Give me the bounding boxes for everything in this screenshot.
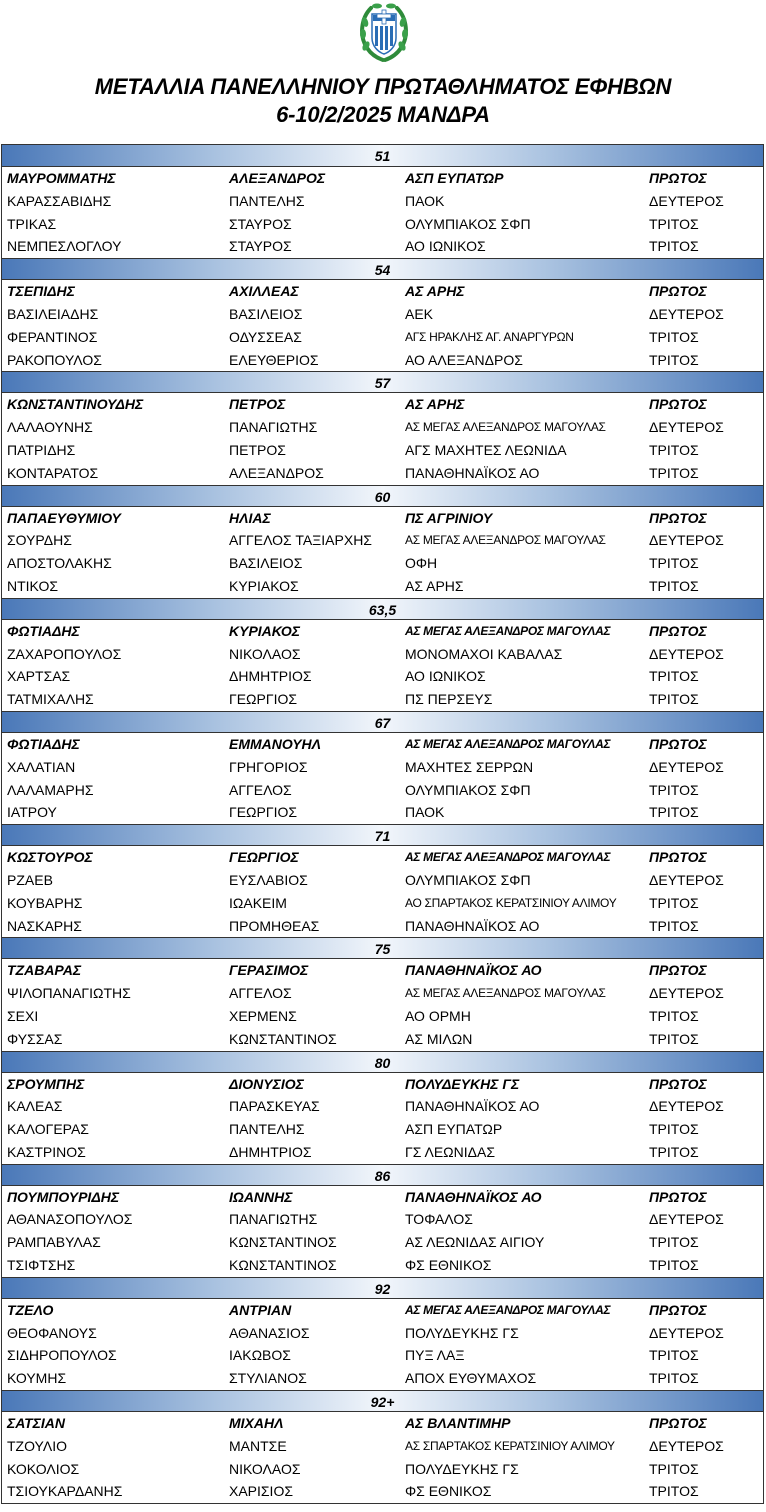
athlete-first-name: ΠΑΝΑΓΙΩΤΗΣ xyxy=(229,419,318,436)
athlete-first-name: ΔΗΜΗΤΡΙΟΣ xyxy=(229,1143,312,1160)
medal-place: ΠΡΩΤΟΣ xyxy=(649,849,707,866)
athlete-surname: ΑΠΟΣΤΟΛΑΚΗΣ xyxy=(7,555,112,572)
athlete-first-name: ΕΛΕΥΘΕΡΙΟΣ xyxy=(229,351,319,368)
athlete-surname: ΒΑΣΙΛΕΙΑΔΗΣ xyxy=(7,305,99,322)
weight-category-header: 92+ xyxy=(2,1390,763,1412)
medal-place: ΤΡΙΤΟΣ xyxy=(649,917,699,934)
athlete-club: ΑΟ ΟΡΜΗ xyxy=(405,1007,471,1024)
table-row xyxy=(2,892,763,915)
athlete-surname: ΧΑΡΤΣΑΣ xyxy=(7,668,71,685)
page-header xyxy=(0,0,766,144)
athlete-surname: ΚΟΥΒΑΡΗΣ xyxy=(7,894,83,911)
table-row xyxy=(2,1254,763,1277)
athlete-first-name: ΚΥΡΙΑΚΟΣ xyxy=(229,577,299,594)
athlete-club: ΑΓΣ ΗΡΑΚΛΗΣ ΑΓ. ΑΝΑΡΓΥΡΩΝ xyxy=(405,329,574,344)
athlete-first-name: ΗΛΙΑΣ xyxy=(229,509,271,526)
athlete-first-name: ΟΔΥΣΣΕΑΣ xyxy=(229,328,302,345)
athlete-first-name: ΓΕΩΡΓΙΟΣ xyxy=(229,849,299,866)
athlete-club: ΜΟΝΟΜΑΧΟΙ ΚΑΒΑΛΑΣ xyxy=(405,645,563,662)
athlete-club: ΟΛΥΜΠΙΑΚΟΣ ΣΦΠ xyxy=(405,215,531,232)
athlete-club: ΠΑΝΑΘΗΝΑΪΚΟΣ ΑΟ xyxy=(405,464,540,481)
athlete-club: ΠΟΛΥΔΕΥΚΗΣ ΓΣ xyxy=(405,1075,520,1092)
medal-place: ΤΡΙΤΟΣ xyxy=(649,215,699,232)
athlete-surname: ΤΣΙΟΥΚΑΡΔΑΝΗΣ xyxy=(7,1483,123,1500)
athlete-surname: ΦΩΤΙΑΔΗΣ xyxy=(7,735,80,752)
table-row xyxy=(2,733,763,756)
table-row xyxy=(2,688,763,711)
athlete-first-name: ΜΑΝΤΣΕ xyxy=(229,1437,287,1454)
athlete-club: ΠΥΞ ΛΑΞ xyxy=(405,1347,465,1364)
athlete-first-name: ΝΙΚΟΛΑΟΣ xyxy=(229,645,301,662)
medal-table xyxy=(1,144,764,1504)
athlete-club: ΠΟΛΥΔΕΥΚΗΣ ΓΣ xyxy=(405,1460,519,1477)
athlete-surname: ΝΑΣΚΑΡΗΣ xyxy=(7,917,82,934)
athlete-club: ΠΟΛΥΔΕΥΚΗΣ ΓΣ xyxy=(405,1324,519,1341)
athlete-surname: ΡΑΚΟΠΟΥΛΟΣ xyxy=(7,351,102,368)
athlete-club: ΑΣ ΜΕΓΑΣ ΑΛΕΞΑΝΔΡΟΣ ΜΑΓΟΥΛΑΣ xyxy=(405,850,611,865)
athlete-surname: ΛΑΛΑΟΥΝΗΣ xyxy=(7,419,93,436)
athlete-surname: ΑΘΑΝΑΣΟΠΟΥΛΟΣ xyxy=(7,1211,133,1228)
athlete-club: ΠΣ ΠΕΡΣΕΥΣ xyxy=(405,691,493,708)
medal-place: ΤΡΙΤΟΣ xyxy=(649,1143,699,1160)
table-row xyxy=(2,213,763,236)
athlete-first-name: ΙΩΑΝΝΗΣ xyxy=(229,1188,293,1205)
athlete-club: ΠΑΟΚ xyxy=(405,804,445,821)
table-row xyxy=(2,779,763,802)
medal-place: ΠΡΩΤΟΣ xyxy=(649,283,707,300)
medal-place: ΤΡΙΤΟΣ xyxy=(649,781,699,798)
athlete-surname: ΨΙΛΟΠΑΝΑΓΙΩΤΗΣ xyxy=(7,985,131,1002)
athlete-club: ΑΟ ΣΠΑΡΤΑΚΟΣ ΚΕΡΑΤΣΙΝΙΟΥ ΑΛΙΜΟΥ xyxy=(405,895,617,910)
weight-category-header: 80 xyxy=(2,1051,763,1073)
athlete-first-name: ΚΩΝΣΤΑΝΤΙΝΟΣ xyxy=(229,1234,337,1251)
athlete-surname: ΚΩΣΤΟΥΡΟΣ xyxy=(7,849,93,866)
athlete-surname: ΣΑΤΣΙΑΝ xyxy=(7,1415,66,1432)
medal-place: ΤΡΙΤΟΣ xyxy=(649,441,699,458)
table-row xyxy=(2,959,763,982)
page-title: ΜΕΤΑΛΛΙΑ ΠΑΝΕΛΛΗΝΙΟΥ ΠΡΩΤΑΘΛΗΜΑΤΟΣ ΕΦΗΒΩΝ xyxy=(94,74,672,99)
weight-category-header: 71 xyxy=(2,824,763,846)
medal-place: ΤΡΙΤΟΣ xyxy=(649,1460,699,1477)
athlete-first-name: ΓΡΗΓΟΡΙΟΣ xyxy=(229,758,308,775)
athlete-club: ΓΣ ΛΕΩΝΙΔΑΣ xyxy=(405,1143,495,1160)
athlete-first-name: ΧΑΡΙΣΙΟΣ xyxy=(229,1483,293,1500)
athlete-surname: ΠΑΠΑΕΥΘΥΜΙΟΥ xyxy=(7,509,121,526)
weight-category-header: 92 xyxy=(2,1277,763,1299)
athlete-first-name: ΑΛΕΞΑΝΔΡΟΣ xyxy=(229,464,324,481)
athlete-surname: ΚΩΝΣΤΑΝΤΙΝΟΥΔΗΣ xyxy=(7,396,144,413)
medal-place: ΔΕΥΤΕΡΟΣ xyxy=(649,1211,724,1228)
athlete-surname: ΠΑΤΡΙΔΗΣ xyxy=(7,441,76,458)
athlete-surname: ΤΖΕΛΟ xyxy=(7,1301,54,1318)
table-row xyxy=(2,756,763,779)
medal-place: ΤΡΙΤΟΣ xyxy=(649,328,699,345)
athlete-club: ΑΣΠ ΕΥΠΑΤΩΡ xyxy=(405,170,504,186)
table-row xyxy=(2,462,763,485)
table-row xyxy=(2,393,763,416)
athlete-surname: ΦΕΡΑΝΤΙΝΟΣ xyxy=(7,328,98,345)
medal-place: ΔΕΥΤΕΡΟΣ xyxy=(649,1098,724,1115)
table-row xyxy=(2,529,763,552)
medal-place: ΤΡΙΤΟΣ xyxy=(649,1030,699,1047)
athlete-first-name: ΓΕΡΑΣΙΜΟΣ xyxy=(229,962,309,979)
medal-place: ΔΕΥΤΕΡΟΣ xyxy=(649,645,724,662)
athlete-first-name: ΚΥΡΙΑΚΟΣ xyxy=(229,622,301,639)
athlete-surname: ΚΑΡΑΣΣΑΒΙΔΗΣ xyxy=(7,192,112,209)
table-row xyxy=(2,1186,763,1209)
athlete-surname: ΦΥΣΣΑΣ xyxy=(7,1030,63,1047)
athlete-club: ΟΛΥΜΠΙΑΚΟΣ ΣΦΠ xyxy=(405,871,531,888)
medal-place: ΤΡΙΤΟΣ xyxy=(649,351,699,368)
athlete-club: ΑΕΚ xyxy=(405,305,434,322)
medal-place: ΤΡΙΤΟΣ xyxy=(649,1370,699,1387)
athlete-first-name: ΝΙΚΟΛΑΟΣ xyxy=(229,1460,301,1477)
medal-place: ΤΡΙΤΟΣ xyxy=(649,238,699,255)
athlete-first-name: ΑΓΓΕΛΟΣ xyxy=(229,781,292,798)
table-row xyxy=(2,1005,763,1028)
athlete-club: ΟΦΗ xyxy=(405,555,438,572)
athlete-first-name: ΙΩΑΚΕΙΜ xyxy=(229,894,287,911)
athlete-surname: ΙΑΤΡΟΥ xyxy=(7,804,57,821)
table-row xyxy=(2,982,763,1005)
medal-place: ΤΡΙΤΟΣ xyxy=(649,1234,699,1251)
athlete-surname: ΤΣΙΦΤΣΗΣ xyxy=(7,1257,76,1274)
athlete-surname: ΤΑΤΜΙΧΑΛΗΣ xyxy=(7,691,94,708)
athlete-first-name: ΚΩΝΣΤΑΝΤΙΝΟΣ xyxy=(229,1257,337,1274)
athlete-surname: ΛΑΛΑΜΑΡΗΣ xyxy=(7,781,94,798)
medal-place: ΔΕΥΤΕΡΟΣ xyxy=(649,985,724,1002)
table-row xyxy=(2,1322,763,1345)
table-row xyxy=(2,620,763,643)
medal-place: ΠΡΩΤΟΣ xyxy=(649,170,707,186)
medal-place: ΠΡΩΤΟΣ xyxy=(649,1075,707,1092)
federation-crest-icon xyxy=(357,2,411,64)
athlete-club: ΠΑΝΑΘΗΝΑΪΚΟΣ ΑΟ xyxy=(405,917,540,934)
athlete-club: ΑΣ ΜΕΓΑΣ ΑΛΕΞΑΝΔΡΟΣ ΜΑΓΟΥΛΑΣ xyxy=(405,1302,611,1317)
athlete-first-name: ΒΑΣΙΛΕΙΟΣ xyxy=(229,305,303,322)
table-row xyxy=(2,869,763,892)
table-row xyxy=(2,280,763,303)
medal-place: ΔΕΥΤΕΡΟΣ xyxy=(649,305,724,322)
medal-place: ΠΡΩΤΟΣ xyxy=(649,1188,707,1205)
medal-place: ΠΡΩΤΟΣ xyxy=(649,1415,707,1432)
athlete-first-name: ΠΡΟΜΗΘΕΑΣ xyxy=(229,917,320,934)
medal-place: ΤΡΙΤΟΣ xyxy=(649,1347,699,1364)
athlete-surname: ΚΟΥΜΗΣ xyxy=(7,1370,67,1387)
athlete-first-name: ΑΛΕΞΑΝΔΡΟΣ xyxy=(229,170,326,186)
medal-place: ΤΡΙΤΟΣ xyxy=(649,1007,699,1024)
athlete-surname: ΣΟΥΡΔΗΣ xyxy=(7,532,72,549)
medal-place: ΠΡΩΤΟΣ xyxy=(649,509,707,526)
medal-place: ΤΡΙΤΟΣ xyxy=(649,804,699,821)
athlete-club: ΑΣΠ ΕΥΠΑΤΩΡ xyxy=(405,1121,503,1138)
medal-place: ΔΕΥΤΕΡΟΣ xyxy=(649,192,724,209)
athlete-club: ΑΣ ΜΕΓΑΣ ΑΛΕΞΑΝΔΡΟΣ ΜΑΓΟΥΛΑΣ xyxy=(405,736,611,751)
table-row xyxy=(2,1299,763,1322)
table-row xyxy=(2,326,763,349)
athlete-first-name: ΑΝΤΡΙΑΝ xyxy=(229,1301,292,1318)
table-row xyxy=(2,349,763,372)
athlete-club: ΑΣ ΜΕΓΑΣ ΑΛΕΞΑΝΔΡΟΣ ΜΑΓΟΥΛΑΣ xyxy=(405,986,606,1001)
table-row xyxy=(2,1073,763,1096)
table-row xyxy=(2,665,763,688)
weight-category-header: 57 xyxy=(2,371,763,393)
medal-place: ΔΕΥΤΕΡΟΣ xyxy=(649,532,724,549)
table-row xyxy=(2,303,763,326)
table-row xyxy=(2,1480,763,1503)
athlete-club: ΑΣ ΜΙΛΩΝ xyxy=(405,1030,473,1047)
athlete-club: ΟΛΥΜΠΙΑΚΟΣ ΣΦΠ xyxy=(405,781,531,798)
athlete-surname: ΚΑΛΕΑΣ xyxy=(7,1098,63,1115)
athlete-surname: ΦΩΤΙΑΔΗΣ xyxy=(7,622,80,639)
table-row xyxy=(2,1367,763,1390)
athlete-surname: ΚΟΝΤΑΡΑΤΟΣ xyxy=(7,464,99,481)
athlete-surname: ΜΑΥΡΟΜΜΑΤΗΣ xyxy=(7,170,116,186)
medal-place: ΠΡΩΤΟΣ xyxy=(649,962,707,979)
athlete-surname: ΡΑΜΠΑΒΥΛΑΣ xyxy=(7,1234,101,1251)
table-row xyxy=(2,235,763,258)
medal-place: ΠΡΩΤΟΣ xyxy=(649,622,707,639)
weight-category-header: 63,5 xyxy=(2,598,763,620)
table-row xyxy=(2,1028,763,1051)
table-row xyxy=(2,846,763,869)
athlete-first-name: ΑΓΓΕΛΟΣ xyxy=(229,985,292,1002)
table-row xyxy=(2,552,763,575)
athlete-club: ΑΓΣ ΜΑΧΗΤΕΣ ΛΕΩΝΙΔΑ xyxy=(405,441,567,458)
athlete-club: ΑΣ ΑΡΗΣ xyxy=(405,396,465,413)
table-row xyxy=(2,1141,763,1164)
medal-place: ΤΡΙΤΟΣ xyxy=(649,1483,699,1500)
athlete-surname: ΠΟΥΜΠΟΥΡΙΔΗΣ xyxy=(7,1188,120,1205)
medal-place: ΔΕΥΤΕΡΟΣ xyxy=(649,1437,724,1454)
medal-place: ΔΕΥΤΕΡΟΣ xyxy=(649,1324,724,1341)
table-row xyxy=(2,416,763,439)
weight-category-header: 75 xyxy=(2,937,763,959)
table-row xyxy=(2,1435,763,1458)
athlete-first-name: ΑΧΙΛΛΕΑΣ xyxy=(229,283,299,300)
table-row xyxy=(2,1208,763,1231)
athlete-club: ΑΣ ΒΛΑΝΤΙΜΗΡ xyxy=(405,1415,511,1432)
medal-place: ΠΡΩΤΟΣ xyxy=(649,396,707,413)
athlete-club: ΤΟΦΑΛΟΣ xyxy=(405,1211,473,1228)
athlete-first-name: ΠΑΡΑΣΚΕΥΑΣ xyxy=(229,1098,320,1115)
athlete-club: ΑΟ ΙΩΝΙΚΟΣ xyxy=(405,238,486,255)
medal-place: ΤΡΙΤΟΣ xyxy=(649,668,699,685)
athlete-surname: ΤΖΑΒΑΡΑΣ xyxy=(7,962,82,979)
athlete-surname: ΣΕΧΙ xyxy=(7,1007,39,1024)
athlete-club: ΑΟ ΑΛΕΞΑΝΔΡΟΣ xyxy=(405,351,523,368)
athlete-first-name: ΠΕΤΡΟΣ xyxy=(229,396,286,413)
medal-place: ΤΡΙΤΟΣ xyxy=(649,691,699,708)
table-row xyxy=(2,1095,763,1118)
athlete-first-name: ΑΓΓΕΛΟΣ ΤΑΞΙΑΡΧΗΣ xyxy=(229,532,372,549)
athlete-first-name: ΑΘΑΝΑΣΙΟΣ xyxy=(229,1324,310,1341)
athlete-club: ΑΠΟΧ ΕΥΘΥΜΑΧΟΣ xyxy=(405,1370,537,1387)
athlete-surname: ΤΖΟΥΛΙΟ xyxy=(7,1437,67,1454)
athlete-surname: ΚΑΣΤΡΙΝΟΣ xyxy=(7,1143,86,1160)
page-subtitle: 6-10/2/2025 ΜΑΝΔΡΑ xyxy=(276,102,490,127)
weight-category-header: 67 xyxy=(2,711,763,733)
athlete-club: ΦΣ ΕΘΝΙΚΟΣ xyxy=(405,1483,492,1500)
table-row xyxy=(2,1458,763,1481)
athlete-surname: ΝΕΜΠΕΣΛΟΓΛΟΥ xyxy=(7,238,122,255)
athlete-surname: ΚΟΚΟΛΙΟΣ xyxy=(7,1460,80,1477)
athlete-first-name: ΣΤΥΛΙΑΝΟΣ xyxy=(229,1370,307,1387)
athlete-first-name: ΕΜΜΑΝΟΥΗΛ xyxy=(229,735,321,752)
athlete-first-name: ΜΙΧΑΗΛ xyxy=(229,1415,284,1432)
athlete-surname: ΖΑΧΑΡΟΠΟΥΛΟΣ xyxy=(7,645,122,662)
athlete-first-name: ΠΕΤΡΟΣ xyxy=(229,441,286,458)
table-row xyxy=(2,915,763,938)
medal-place: ΤΡΙΤΟΣ xyxy=(649,464,699,481)
athlete-club: ΠΑΝΑΘΗΝΑΪΚΟΣ ΑΟ xyxy=(405,962,542,979)
athlete-first-name: ΣΤΑΥΡΟΣ xyxy=(229,215,292,232)
athlete-club: ΜΑΧΗΤΕΣ ΣΕΡΡΩΝ xyxy=(405,758,534,775)
athlete-club: ΠΑΟΚ xyxy=(405,192,445,209)
table-row xyxy=(2,1412,763,1435)
table-row xyxy=(2,575,763,598)
athlete-surname: ΝΤΙΚΟΣ xyxy=(7,577,59,594)
athlete-club: ΠΑΝΑΘΗΝΑΪΚΟΣ ΑΟ xyxy=(405,1188,542,1205)
athlete-first-name: ΠΑΝΤΕΛΗΣ xyxy=(229,1121,305,1138)
medal-place: ΤΡΙΤΟΣ xyxy=(649,894,699,911)
athlete-club: ΦΣ ΕΘΝΙΚΟΣ xyxy=(405,1257,492,1274)
athlete-first-name: ΠΑΝΤΕΛΗΣ xyxy=(229,192,305,209)
medal-place: ΔΕΥΤΕΡΟΣ xyxy=(649,871,724,888)
table-row xyxy=(2,167,763,190)
medal-place: ΔΕΥΤΕΡΟΣ xyxy=(649,419,724,436)
athlete-surname: ΤΣΕΠΙΔΗΣ xyxy=(7,283,75,300)
medal-place: ΤΡΙΤΟΣ xyxy=(649,1257,699,1274)
athlete-club: ΑΣ ΜΕΓΑΣ ΑΛΕΞΑΝΔΡΟΣ ΜΑΓΟΥΛΑΣ xyxy=(405,623,611,638)
table-row xyxy=(2,643,763,666)
athlete-club: ΑΣ ΑΡΗΣ xyxy=(405,283,465,300)
medal-place: ΤΡΙΤΟΣ xyxy=(649,555,699,572)
table-row xyxy=(2,1118,763,1141)
table-row xyxy=(2,507,763,530)
athlete-first-name: ΔΗΜΗΤΡΙΟΣ xyxy=(229,668,312,685)
athlete-first-name: ΓΕΩΡΓΙΟΣ xyxy=(229,691,297,708)
athlete-first-name: ΒΑΣΙΛΕΙΟΣ xyxy=(229,555,303,572)
athlete-surname: ΤΡΙΚΑΣ xyxy=(7,215,57,232)
table-row xyxy=(2,439,763,462)
medal-place: ΤΡΙΤΟΣ xyxy=(649,1121,699,1138)
medal-place: ΠΡΩΤΟΣ xyxy=(649,735,707,752)
athlete-club: ΑΣ ΑΡΗΣ xyxy=(405,577,464,594)
athlete-surname: ΡΖΑΕΒ xyxy=(7,871,53,888)
athlete-surname: ΣΙΔΗΡΟΠΟΥΛΟΣ xyxy=(7,1347,117,1364)
athlete-club: ΠΣ ΑΓΡΙΝΙΟΥ xyxy=(405,509,493,526)
athlete-club: ΑΣ ΣΠΑΡΤΑΚΟΣ ΚΕΡΑΤΣΙΝΙΟΥ ΑΛΙΜΟΥ xyxy=(405,1438,615,1453)
athlete-first-name: ΕΥΣΛΑΒΙΟΣ xyxy=(229,871,308,888)
athlete-surname: ΣΡΟΥΜΠΗΣ xyxy=(7,1075,85,1092)
weight-category-header: 51 xyxy=(2,145,763,167)
athlete-first-name: ΧΕΡΜΕΝΣ xyxy=(229,1007,297,1024)
weight-category-header: 54 xyxy=(2,258,763,280)
table-row xyxy=(2,1231,763,1254)
medal-place: ΤΡΙΤΟΣ xyxy=(649,577,699,594)
athlete-first-name: ΙΑΚΩΒΟΣ xyxy=(229,1347,291,1364)
athlete-surname: ΘΕΟΦΑΝΟΥΣ xyxy=(7,1324,97,1341)
athlete-surname: ΚΑΛΟΓΕΡΑΣ xyxy=(7,1121,89,1138)
athlete-first-name: ΚΩΝΣΤΑΝΤΙΝΟΣ xyxy=(229,1030,337,1047)
athlete-first-name: ΠΑΝΑΓΙΩΤΗΣ xyxy=(229,1211,318,1228)
athlete-surname: ΧΑΛΑΤΙΑΝ xyxy=(7,758,76,775)
athlete-first-name: ΔΙΟΝΥΣΙΟΣ xyxy=(229,1075,304,1092)
table-row xyxy=(2,801,763,824)
athlete-club: ΑΣ ΜΕΓΑΣ ΑΛΕΞΑΝΔΡΟΣ ΜΑΓΟΥΛΑΣ xyxy=(405,533,606,548)
athlete-club: ΑΣ ΛΕΩΝΙΔΑΣ ΑΙΓΙΟΥ xyxy=(405,1234,545,1251)
athlete-club: ΠΑΝΑΘΗΝΑΪΚΟΣ ΑΟ xyxy=(405,1098,540,1115)
table-row xyxy=(2,1344,763,1367)
medal-place: ΔΕΥΤΕΡΟΣ xyxy=(649,758,724,775)
athlete-first-name: ΣΤΑΥΡΟΣ xyxy=(229,238,292,255)
weight-category-header: 60 xyxy=(2,485,763,507)
athlete-club: ΑΟ ΙΩΝΙΚΟΣ xyxy=(405,668,486,685)
medal-place: ΠΡΩΤΟΣ xyxy=(649,1301,707,1318)
athlete-first-name: ΓΕΩΡΓΙΟΣ xyxy=(229,804,297,821)
athlete-club: ΑΣ ΜΕΓΑΣ ΑΛΕΞΑΝΔΡΟΣ ΜΑΓΟΥΛΑΣ xyxy=(405,420,606,435)
weight-category-header: 86 xyxy=(2,1164,763,1186)
table-row xyxy=(2,190,763,213)
